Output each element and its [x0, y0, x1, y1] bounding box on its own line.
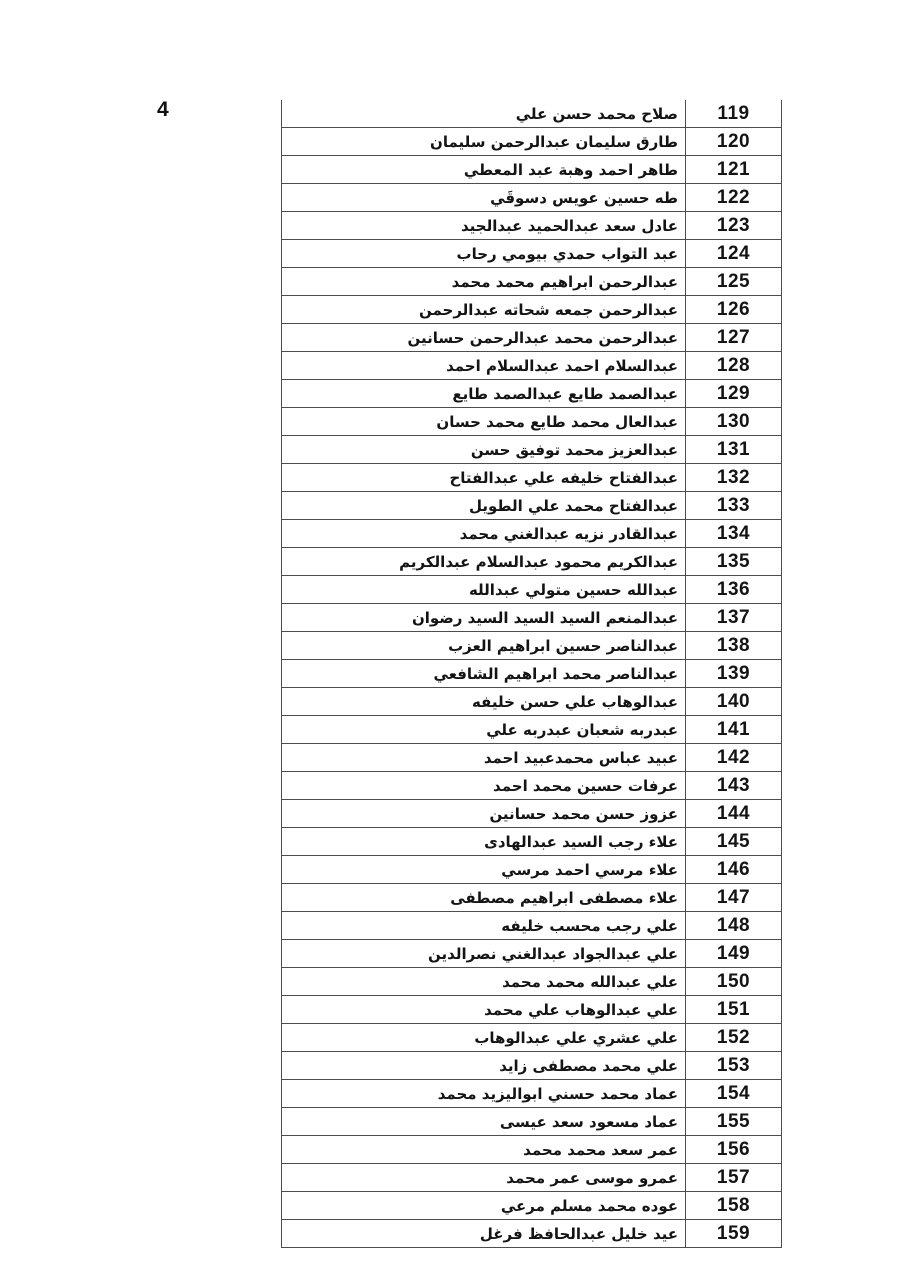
name-cell: علي محمد مصطفى زايد: [282, 1052, 686, 1080]
name-cell: عبدالرحمن محمد عبدالرحمن حسانين: [282, 324, 686, 352]
table-row: [282, 380, 782, 408]
serial-cell: 155: [686, 1108, 782, 1136]
names-table-body: [282, 100, 782, 1248]
name-cell: عبدالسلام احمد عبدالسلام احمد: [282, 352, 686, 380]
name-cell: عبدالفتاح محمد علي الطويل: [282, 492, 686, 520]
name-cell: طاهر احمد وهبة عبد المعطي: [282, 156, 686, 184]
serial-cell: 157: [686, 1164, 782, 1192]
serial-cell: 158: [686, 1192, 782, 1220]
table-row: [282, 212, 782, 240]
name-cell: عبدالرحمن جمعه شحاته عبدالرحمن: [282, 296, 686, 324]
serial-cell: 137: [686, 604, 782, 632]
name-cell: عبدالمنعم السيد السيد السيد رضوان: [282, 604, 686, 632]
name-cell: عبدالناصر محمد ابراهيم الشافعي: [282, 660, 686, 688]
serial-cell: 136: [686, 576, 782, 604]
serial-cell: 119: [686, 100, 782, 128]
name-cell: عادل سعد عبدالحميد عبدالجيد: [282, 212, 686, 240]
serial-cell: 124: [686, 240, 782, 268]
table-row: [282, 324, 782, 352]
serial-cell: 144: [686, 800, 782, 828]
name-cell: عبدالناصر حسين ابراهيم العزب: [282, 632, 686, 660]
name-cell: عبدالفتاح خليفه علي عبدالفتاح: [282, 464, 686, 492]
serial-cell: 127: [686, 324, 782, 352]
serial-cell: 130: [686, 408, 782, 436]
name-cell: عبيد عباس محمدعبيد احمد: [282, 744, 686, 772]
serial-cell: 122: [686, 184, 782, 212]
name-cell: صلاح محمد حسن علي: [282, 100, 686, 128]
name-cell: طارق سليمان عبدالرحمن سليمان: [282, 128, 686, 156]
table-row: [282, 996, 782, 1024]
serial-cell: 123: [686, 212, 782, 240]
table-row: [282, 268, 782, 296]
name-cell: علاء مصطفى ابراهيم مصطفى: [282, 884, 686, 912]
serial-cell: 151: [686, 996, 782, 1024]
page-number: 4: [157, 98, 169, 121]
name-cell: علي عبدالله محمد محمد: [282, 968, 686, 996]
serial-cell: 154: [686, 1080, 782, 1108]
table-row: [282, 1192, 782, 1220]
table-row: [282, 352, 782, 380]
name-cell: عبدالرحمن ابراهيم محمد محمد: [282, 268, 686, 296]
name-cell: علي عبدالوهاب علي محمد: [282, 996, 686, 1024]
serial-cell: 133: [686, 492, 782, 520]
serial-cell: 126: [686, 296, 782, 324]
name-cell: عيد خليل عبدالحافظ فرغل: [282, 1220, 686, 1248]
serial-cell: 141: [686, 716, 782, 744]
name-cell: عبدالكريم محمود عبدالسلام عبدالكريم: [282, 548, 686, 576]
name-cell: عوده محمد مسلم مرعي: [282, 1192, 686, 1220]
table-row: [282, 1136, 782, 1164]
serial-cell: 132: [686, 464, 782, 492]
serial-cell: 131: [686, 436, 782, 464]
serial-cell: 145: [686, 828, 782, 856]
table-row: [282, 772, 782, 800]
serial-cell: 142: [686, 744, 782, 772]
serial-cell: 129: [686, 380, 782, 408]
table-row: [282, 128, 782, 156]
table-row: [282, 408, 782, 436]
name-cell: عمرو موسى عمر محمد: [282, 1164, 686, 1192]
table-row: [282, 604, 782, 632]
table-row: [282, 296, 782, 324]
name-cell: عبدالصمد طايع عبدالصمد طايع: [282, 380, 686, 408]
table-row: [282, 744, 782, 772]
table-row: [282, 520, 782, 548]
table-row: [282, 800, 782, 828]
name-cell: عبدالعزيز محمد توفيق حسن: [282, 436, 686, 464]
serial-cell: 143: [686, 772, 782, 800]
name-cell: عرفات حسين محمد احمد: [282, 772, 686, 800]
table-row: [282, 100, 782, 128]
serial-cell: 146: [686, 856, 782, 884]
serial-cell: 147: [686, 884, 782, 912]
serial-cell: 125: [686, 268, 782, 296]
table-row: [282, 1024, 782, 1052]
table-row: [282, 660, 782, 688]
table-row: [282, 156, 782, 184]
serial-cell: 153: [686, 1052, 782, 1080]
table-row: [282, 464, 782, 492]
name-cell: عبدالعال محمد طايع محمد حسان: [282, 408, 686, 436]
name-cell: علي رجب محسب خليفه: [282, 912, 686, 940]
serial-cell: 149: [686, 940, 782, 968]
name-cell: عبدالله حسين متولي عبدالله: [282, 576, 686, 604]
table-row: [282, 1080, 782, 1108]
name-cell: عزوز حسن محمد حسانين: [282, 800, 686, 828]
name-cell: علي عشري علي عبدالوهاب: [282, 1024, 686, 1052]
serial-cell: 148: [686, 912, 782, 940]
name-cell: طه حسين عويس دسوقَي: [282, 184, 686, 212]
names-table: [281, 100, 782, 1248]
table-row: [282, 940, 782, 968]
table-row: [282, 688, 782, 716]
serial-cell: 121: [686, 156, 782, 184]
table-row: [282, 1108, 782, 1136]
table-row: [282, 1220, 782, 1248]
name-cell: عبدربه شعبان عبدربه علي: [282, 716, 686, 744]
table-row: [282, 576, 782, 604]
table-row: [282, 828, 782, 856]
table-row: [282, 632, 782, 660]
name-cell: عمر سعد محمد محمد: [282, 1136, 686, 1164]
serial-cell: 138: [686, 632, 782, 660]
table-row: [282, 912, 782, 940]
serial-cell: 128: [686, 352, 782, 380]
name-cell: علاء مرسي احمد مرسي: [282, 856, 686, 884]
serial-cell: 140: [686, 688, 782, 716]
table-row: [282, 1164, 782, 1192]
table-row: [282, 548, 782, 576]
serial-cell: 139: [686, 660, 782, 688]
name-cell: عبدالوهاب علي حسن خليفه: [282, 688, 686, 716]
table-row: [282, 1052, 782, 1080]
name-cell: علاء رجب السيد عبدالهادى: [282, 828, 686, 856]
table-row: [282, 240, 782, 268]
table-row: [282, 884, 782, 912]
table-row: [282, 716, 782, 744]
serial-cell: 150: [686, 968, 782, 996]
table-row: [282, 492, 782, 520]
name-cell: عبد التواب حمدي بيومي رحاب: [282, 240, 686, 268]
table-row: [282, 436, 782, 464]
name-cell: علي عبدالجواد عبدالغني نصرالدين: [282, 940, 686, 968]
serial-cell: 134: [686, 520, 782, 548]
table-row: [282, 856, 782, 884]
serial-cell: 135: [686, 548, 782, 576]
serial-cell: 159: [686, 1220, 782, 1248]
name-cell: عماد مسعود سعد عيسى: [282, 1108, 686, 1136]
name-cell: عماد محمد حسني ابواليزيد محمد: [282, 1080, 686, 1108]
serial-cell: 156: [686, 1136, 782, 1164]
name-cell: عبدالقادر نزيه عبدالغني محمد: [282, 520, 686, 548]
serial-cell: 152: [686, 1024, 782, 1052]
table-row: [282, 968, 782, 996]
table-row: [282, 184, 782, 212]
serial-cell: 120: [686, 128, 782, 156]
